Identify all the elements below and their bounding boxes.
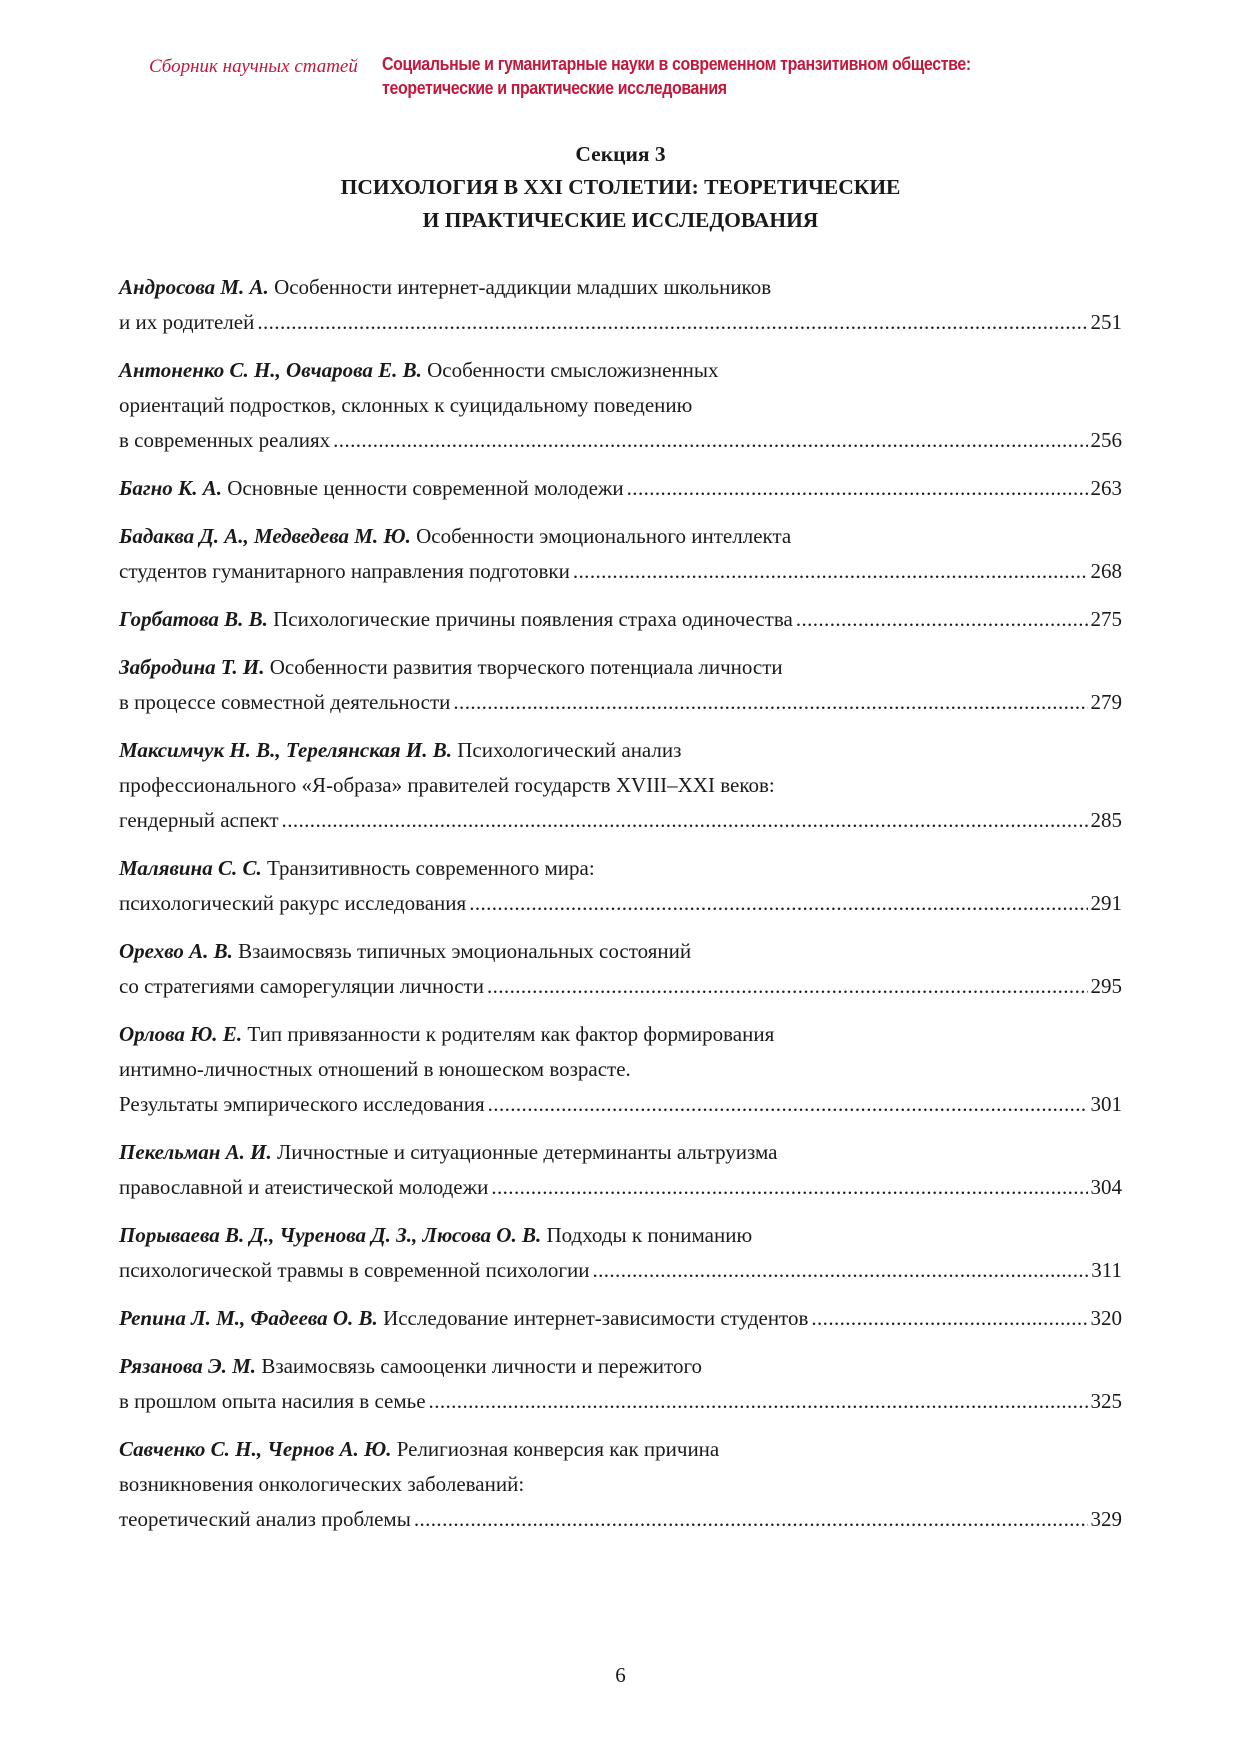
toc-entry-text xyxy=(119,358,719,382)
section-heading xyxy=(0,138,1241,237)
toc-entry-title: Психологический анализ xyxy=(457,738,682,762)
toc-entry-line xyxy=(119,1432,1122,1467)
toc-entry-line xyxy=(119,1384,1122,1419)
table-of-contents xyxy=(119,270,1122,1550)
toc-entry-title: Особенности смысложизненных xyxy=(427,358,719,382)
toc-entry-line xyxy=(119,733,1122,768)
toc-entry-title: православной и атеистической молодежи xyxy=(119,1175,489,1199)
toc-entry-authors: Забродина Т. И. xyxy=(119,655,265,679)
toc-entry-line xyxy=(119,1087,1122,1122)
toc-entry-text xyxy=(119,1437,719,1461)
toc-entry-text xyxy=(119,1384,426,1419)
toc-entry-line xyxy=(119,602,1122,637)
toc-entry-title: Религиозная конверсия как причина xyxy=(396,1437,720,1461)
dot-leader xyxy=(811,1301,1087,1336)
toc-entry-line xyxy=(119,388,1122,423)
toc-entry-page: 285 xyxy=(1090,808,1122,832)
toc-entry-line xyxy=(119,803,1122,838)
running-header xyxy=(149,52,1149,100)
toc-entry[interactable] xyxy=(119,1135,1122,1205)
toc-entry-text xyxy=(119,773,775,797)
section-title-line-2: И ПРАКТИЧЕСКИЕ ИССЛЕДОВАНИЯ xyxy=(422,208,819,232)
toc-entry-text xyxy=(119,305,254,340)
toc-entry-page: 275 xyxy=(1090,607,1122,631)
toc-entry-text xyxy=(119,524,791,548)
toc-entry-title: Личностные и ситуационные детерминанты альтруизма xyxy=(276,1140,778,1164)
toc-entry-title: интимно-личностных отношений в юношеском возрасте. xyxy=(119,1057,631,1081)
toc-entry-title: Взаимосвязь типичных эмоциональных состояний xyxy=(238,939,692,963)
toc-entry-title: Особенности развития творческого потенциала личности xyxy=(269,655,783,679)
page-number: 6 xyxy=(615,1663,626,1687)
collection-label: Сборник научных статей xyxy=(149,56,358,77)
toc-entry[interactable] xyxy=(119,602,1122,637)
toc-entry-title: теоретический анализ проблемы xyxy=(119,1507,411,1531)
toc-entry-title: Исследование интернет-зависимости студентов xyxy=(383,1306,809,1330)
toc-entry-text xyxy=(119,1354,702,1378)
toc-entry-text xyxy=(119,554,570,589)
toc-entry-line xyxy=(119,934,1122,969)
toc-entry-authors: Рязанова Э. М. xyxy=(119,1354,257,1378)
toc-entry-text xyxy=(119,1140,778,1164)
toc-entry-text xyxy=(119,1087,485,1122)
toc-entry-authors: Малявина С. С. xyxy=(119,856,262,880)
toc-entry-title: в современных реалиях xyxy=(119,428,331,452)
toc-entry-page: 311 xyxy=(1091,1258,1122,1282)
dot-leader xyxy=(282,803,1088,838)
toc-entry-line xyxy=(119,353,1122,388)
toc-entry[interactable] xyxy=(119,733,1122,838)
toc-entry[interactable] xyxy=(119,650,1122,720)
toc-entry-text xyxy=(119,856,595,880)
toc-entry-line xyxy=(119,768,1122,803)
toc-entry-line xyxy=(119,1052,1122,1087)
toc-entry-title: Взаимосвязь самооценки личности и пережитого xyxy=(261,1354,703,1378)
toc-entry-line xyxy=(119,1502,1122,1537)
dot-leader xyxy=(429,1384,1088,1419)
toc-entry-page: 256 xyxy=(1090,428,1122,452)
toc-entry-text xyxy=(119,1170,488,1205)
toc-entry-title: Результаты эмпирического исследования xyxy=(119,1092,485,1116)
toc-entry-text xyxy=(119,969,484,1004)
toc-entry-authors: Орехво А. В. xyxy=(119,939,233,963)
toc-entry-page: 325 xyxy=(1090,1389,1122,1413)
toc-entry-line xyxy=(119,1170,1122,1205)
toc-entry-text xyxy=(119,1253,589,1288)
toc-entry-page: 251 xyxy=(1090,310,1122,334)
toc-entry-title: Психологические причины появления страха одиночества xyxy=(273,607,793,631)
dot-leader xyxy=(333,423,1087,458)
toc-entry-authors: Орлова Ю. Е. xyxy=(119,1022,243,1046)
toc-entry[interactable] xyxy=(119,934,1122,1004)
toc-entry-line xyxy=(119,1349,1122,1384)
toc-entry[interactable] xyxy=(119,471,1122,506)
toc-entry-title: в прошлом опыта насилия в семье xyxy=(119,1389,426,1413)
toc-entry-line xyxy=(119,1017,1122,1052)
toc-entry-page: 329 xyxy=(1090,1507,1122,1531)
toc-entry-text xyxy=(119,423,330,458)
toc-entry-authors: Багно К. А. xyxy=(119,476,223,500)
toc-entry-authors: Савченко С. Н., Чернов А. Ю. xyxy=(119,1437,392,1461)
toc-entry[interactable] xyxy=(119,519,1122,589)
toc-entry-line xyxy=(119,471,1122,506)
dot-leader xyxy=(414,1502,1088,1537)
toc-entry-authors: Антоненко С. Н., Овчарова Е. В. xyxy=(119,358,422,382)
toc-entry-title: психологической травмы в современной психологии xyxy=(119,1258,590,1282)
toc-entry-authors: Репина Л. М., Фадеева О. В. xyxy=(119,1306,378,1330)
toc-entry-text xyxy=(119,602,793,637)
toc-entry-text xyxy=(119,1022,774,1046)
toc-entry-line xyxy=(119,1253,1122,1288)
toc-entry-page: 301 xyxy=(1090,1092,1122,1116)
toc-entry-line xyxy=(119,685,1122,720)
toc-entry-title: со стратегиями саморегуляции личности xyxy=(119,974,484,998)
toc-entry-line xyxy=(119,305,1122,340)
toc-entry-title: и их родителей xyxy=(119,310,255,334)
section-number: Секция 3 xyxy=(575,142,666,166)
toc-entry-text xyxy=(119,1502,411,1537)
toc-entry[interactable] xyxy=(119,851,1122,921)
dot-leader xyxy=(627,471,1088,506)
toc-entry-text xyxy=(119,685,450,720)
toc-entry[interactable] xyxy=(119,1218,1122,1288)
toc-entry-line xyxy=(119,519,1122,554)
toc-entry-line xyxy=(119,1301,1122,1336)
toc-entry-text xyxy=(119,471,624,506)
dot-leader xyxy=(257,305,1087,340)
dot-leader xyxy=(796,602,1088,637)
toc-entry-title: возникновения онкологических заболеваний: xyxy=(119,1472,525,1496)
toc-entry-text xyxy=(119,803,279,838)
toc-entry-text xyxy=(119,886,466,921)
dot-leader xyxy=(453,685,1087,720)
toc-entry[interactable] xyxy=(119,270,1122,340)
toc-entry-authors: Порываева В. Д., Чуренова Д. З., Люсова О. В. xyxy=(119,1223,542,1247)
toc-entry-line xyxy=(119,1218,1122,1253)
section-title-line-1: ПСИХОЛОГИЯ В XXI СТОЛЕТИИ: ТЕОРЕТИЧЕСКИЕ xyxy=(340,175,901,199)
toc-entry[interactable] xyxy=(119,1432,1122,1537)
toc-entry-title: Особенности интернет-аддикции младших школьников xyxy=(274,275,772,299)
toc-entry-title: студентов гуманитарного направления подготовки xyxy=(119,559,570,583)
toc-entry-title: гендерный аспект xyxy=(119,808,279,832)
dot-leader xyxy=(592,1253,1088,1288)
toc-entry[interactable] xyxy=(119,1017,1122,1122)
toc-entry-line xyxy=(119,886,1122,921)
dot-leader xyxy=(488,1087,1088,1122)
dot-leader xyxy=(469,886,1087,921)
toc-entry-text xyxy=(119,655,783,679)
toc-entry-title: Подходы к пониманию xyxy=(546,1223,753,1247)
toc-entry-title: психологический ракурс исследования xyxy=(119,891,467,915)
toc-entry-line xyxy=(119,423,1122,458)
toc-entry-text xyxy=(119,275,771,299)
toc-entry-title: Транзитивность современного мира: xyxy=(266,856,595,880)
toc-entry-line xyxy=(119,650,1122,685)
toc-entry-title: Основные ценности современной молодежи xyxy=(227,476,624,500)
toc-entry-text xyxy=(119,1223,752,1247)
book-title-line-2: теоретические и практические исследования xyxy=(381,77,727,98)
toc-entry-page: 263 xyxy=(1090,476,1122,500)
toc-entry-line xyxy=(119,969,1122,1004)
book-title xyxy=(382,52,971,100)
toc-entry-authors: Андросова М. А. xyxy=(119,275,269,299)
toc-entry-text xyxy=(119,393,692,417)
toc-entry-page: 320 xyxy=(1090,1306,1122,1330)
toc-entry-title: Особенности эмоционального интеллекта xyxy=(416,524,792,548)
toc-entry-title: профессионального «Я-образа» правителей государств XVIII–XXI веков: xyxy=(119,773,775,797)
toc-entry-title: Тип привязанности к родителям как фактор формирования xyxy=(247,1022,775,1046)
toc-entry-authors: Бадаква Д. А., Медведева М. Ю. xyxy=(119,524,411,548)
toc-entry-page: 304 xyxy=(1090,1175,1122,1199)
toc-entry-text xyxy=(119,738,681,762)
toc-entry-line xyxy=(119,851,1122,886)
toc-entry-line xyxy=(119,270,1122,305)
toc-entry-page: 291 xyxy=(1090,891,1122,915)
toc-entry-page: 268 xyxy=(1090,559,1122,583)
toc-entry-authors: Максимчук Н. В., Терелянская И. В. xyxy=(119,738,452,762)
toc-entry-title: в процессе совместной деятельности xyxy=(119,690,451,714)
toc-entry-text xyxy=(119,1057,631,1081)
toc-entry-line xyxy=(119,554,1122,589)
toc-entry-page: 279 xyxy=(1090,690,1122,714)
toc-entry-authors: Горбатова В. В. xyxy=(119,607,268,631)
dot-leader xyxy=(491,1170,1087,1205)
dot-leader xyxy=(573,554,1088,589)
toc-entry-line xyxy=(119,1135,1122,1170)
toc-entry-authors: Пекельман А. И. xyxy=(119,1140,272,1164)
toc-entry-title: ориентаций подростков, склонных к суицидальному поведению xyxy=(119,393,693,417)
toc-entry[interactable] xyxy=(119,1301,1122,1336)
toc-entry-page: 295 xyxy=(1090,974,1122,998)
toc-entry-text xyxy=(119,939,691,963)
toc-entry-text xyxy=(119,1472,524,1496)
toc-entry-line xyxy=(119,1467,1122,1502)
toc-entry-text xyxy=(119,1301,808,1336)
toc-entry[interactable] xyxy=(119,1349,1122,1419)
book-title-line-1: Социальные и гуманитарные науки в современном транзитивном обществе: xyxy=(381,53,971,74)
toc-entry[interactable] xyxy=(119,353,1122,458)
dot-leader xyxy=(487,969,1088,1004)
